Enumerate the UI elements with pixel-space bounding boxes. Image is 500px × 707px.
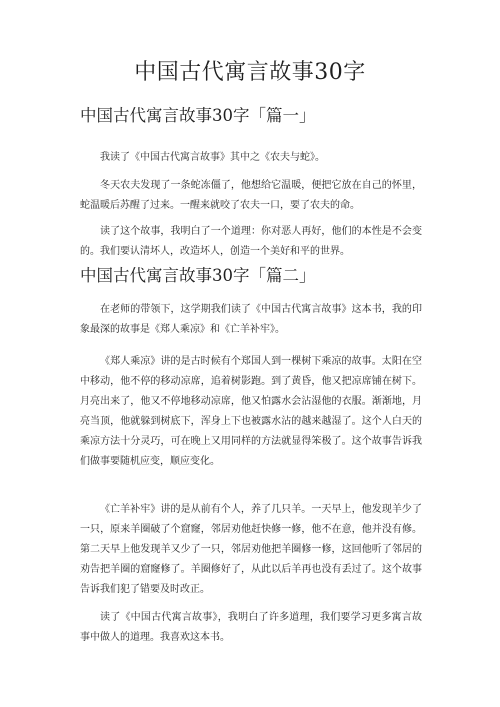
section-2-paragraph-4: 读了《中国古代寓言故事》，我明白了许多道理，我们要学习更多寓言故事中做人的道理。我喜欢这本书。: [80, 612, 422, 643]
section-2-paragraph-2: 《郑人乘凉》讲的是古时候有个郑国人到一棵树下乘凉的故事。太阳在空中移动，他不停的移动凉席，追着树影跑。到了黄昏，他又把凉席铺在树下。月亮出来了，他又不停地移动凉席，他又怕露水会沾湿他的衣服。渐渐地，月亮当顶，他就躲到树底下，浑身上下也被露水沾的越来越湿了。这个人白天的乘凉方法十分灵巧，可在晚上又用同样的方法就显得笨极了。这个故事告诉我们做事要随机应变，顺应变化。: [80, 356, 422, 467]
section-1-paragraph-2: 冬天农夫发现了一条蛇冻僵了，他想给它温暖，便把它放在自己的怀里，蛇温暖后苏醒了过来。一醒来就咬了农夫一口，要了农夫的命。: [80, 180, 422, 211]
section-heading-2: 中国古代寓言故事30字「篇二」: [80, 266, 316, 285]
section-2-paragraph-1: 在老师的带领下，这学期我们读了《中国古代寓言故事》这本书，我的印象最深的故事是《郑人乘凉》和《亡羊补牢》。: [80, 304, 422, 335]
section-2-paragraph-3: 《亡羊补牢》讲的是从前有个人，养了几只羊。一天早上，他发现羊少了一只，原来羊圈破了个窟窿，邻居劝他赶快修一修，他不在意，他并没有修。第二天早上他发现羊又少了一只，邻居劝他把羊圈修一修，这回他听了邻居的劝告把羊圈的窟窿修了。羊圈修好了，从此以后羊再也没有丢过了。这个故事告诉我们犯了错要及时改正。: [80, 504, 422, 595]
section-heading-1: 中国古代寓言故事30字「篇一」: [80, 106, 316, 125]
section-1-paragraph-3: 读了这个故事，我明白了一个道理：你对恶人再好，他们的本性是不会变的。我们要认清坏人，改造坏人，创造一个美好和平的世界。: [80, 226, 422, 257]
page-title: 中国古代寓言故事30字: [134, 60, 366, 85]
section-1-paragraph-1: 我读了《中国古代寓言故事》其中之《农夫与蛇》。: [100, 152, 325, 163]
